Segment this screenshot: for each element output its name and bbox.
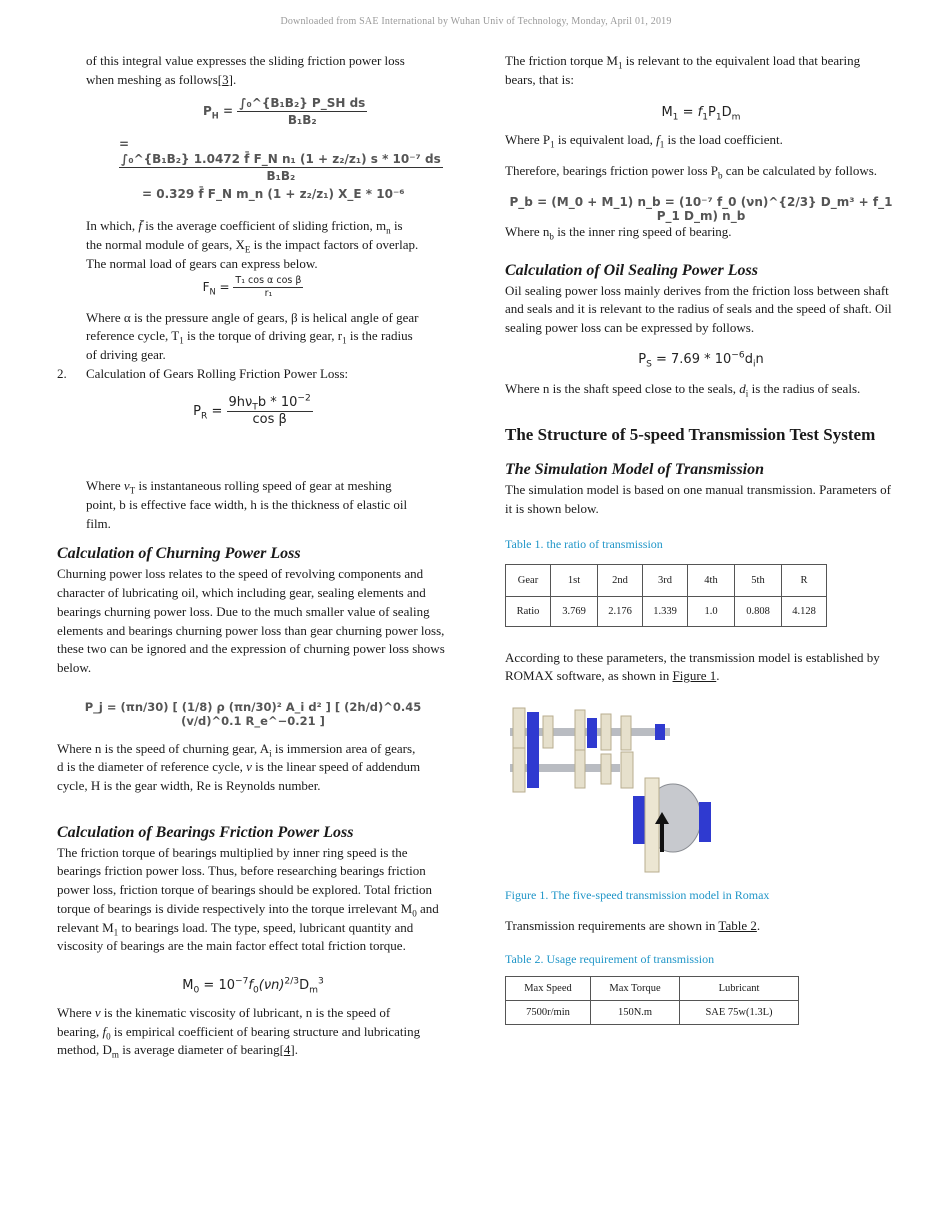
equation-ps: $P_S = 7.69 * 10^{-6}d_in$ — [638, 350, 764, 370]
bearing — [655, 724, 665, 740]
reference-link-4[interactable]: 4 — [283, 1042, 291, 1058]
equation-pr: $P_R$ = $\frac{9h\nu_Tb * 10^{-2}}{\text{cos β}}$ — [193, 394, 311, 428]
arrow-icon — [660, 822, 664, 852]
heading-simulation: The Simulation Model of Transmission — [505, 461, 765, 479]
where-n-paragraph: Where n is the speed of churning gear, $A_i$ is immersion area of gears, d is the diameter of reference cycle, v is the linear speed of addendum cycle, H is the gear width, Re is Reynolds number. — [57, 740, 421, 794]
where-v-paragraph: Where v is the kinematic viscosity of lubricant, n is the speed of bearing, $f_0$ is empirical coefficient of bearing structure and lubricating method, $D_m$ is average diameter of bearing[4]. — [57, 1004, 421, 1060]
table-2 — [505, 976, 799, 1025]
reference-link-3[interactable]: 3 — [222, 71, 229, 87]
where-p1-paragraph: Where $P_1$ is equivalent load, $f_1$ is the load coefficient. — [505, 132, 783, 150]
table-row: Max Speed Max Torque Lubricant — [506, 976, 799, 1000]
churning-paragraph: Churning power loss relates to the speed of revolving components and character of lubricating oil, which including gear, sealing elements and bearings churning power loss. Due to the much smaller value of sealing elements and bearings churning power loss than gear churning power loss, these two can be ignored and the expression of churning power loss shows below. — [57, 566, 445, 675]
in-which-paragraph: In which, f̄ is the average coefficient of sliding friction, $m_n$ is the normal module of gears, $X_E$ is the impact factors of overlap. The normal load of gears can express below. — [86, 218, 419, 271]
gear — [621, 752, 633, 788]
equation-pj: P_j = (πn/30) [ (1/8) ρ (πn/30)² A_i d² ] [ (2h/d)^0.45 (v/d)^0.1 R_e^−0.21 ] — [84, 699, 422, 728]
friction-torque-paragraph: The friction torque $M_1$ is relevant to the equivalent load that bearing bears, that is: — [505, 53, 861, 87]
left-column — [57, 52, 449, 1060]
heading-structure: The Structure of 5-speed Transmission Test System — [505, 425, 876, 445]
heading-bearings: Calculation of Bearings Friction Power Loss — [57, 823, 354, 841]
download-note: Downloaded from SAE International by Wuhan Univ of Technology, Monday, April 01, 2019 — [280, 16, 672, 27]
gear — [601, 754, 611, 784]
figure-1-transmission-model — [505, 696, 715, 876]
figure1-link[interactable]: Figure 1 — [672, 668, 717, 684]
bearings-paragraph: The friction torque of bearings multiplied by inner ring speed is the bearings friction power loss. Thus, before researching bearings friction power loss, friction torque of bearings should be explored. Total friction torque of bearings is divide respectively into the torque irrelevant $M_0$ and relevant $M_1$ to bearings load. The type, speed, lubricant quantity and viscosity of bearings are the main factor effect total friction torque. — [57, 844, 439, 954]
therefore-paragraph: Therefore, bearings friction power loss $P_b$ can be calculated by follows. — [505, 163, 878, 181]
according-paragraph: According to these parameters, the transmission model is established by ROMAX software, as shown in Figure 1. — [505, 649, 880, 684]
synchronizer — [527, 752, 539, 788]
where-alpha-paragraph: Where α is the pressure angle of gears, β is helical angle of gear reference cycle, $T_1$ is the torque of driving gear, $r_1$ is the radius of driving gear. — [86, 309, 419, 362]
gear — [543, 716, 553, 748]
equation-m1: $M_1 = f_1P_1D_m$ — [661, 105, 741, 123]
ring-gear — [645, 778, 659, 872]
table1-caption: Table 1. the ratio of transmission — [505, 536, 663, 551]
gear — [513, 708, 525, 754]
bearing — [633, 796, 645, 844]
synchronizer — [527, 712, 539, 752]
list-item-2: 2. Calculation of Gears Rolling Friction Power Loss: — [57, 365, 349, 381]
gear — [601, 714, 611, 750]
equation-ph: $P_H$ = $\frac{\text{∫₀\textasciicircum{}\{B₁B₂\} P\_SH ds}}{\text{B₁B₂}}$ = $\frac{\text{∫₀\textasciicircum{}\{B₁B₂\} 1.0472 f̄ F\_N n₁ (1 + z₂/z₁) s * 10⁻⁷ ds}}{\text{B₁B₂}}$ = 0.329 f̄ F_N m_n (1 + z₂/z₁) X_E * 10⁻⁶ — [119, 96, 441, 202]
simulation-paragraph: The simulation model is based on one manual transmission. Parameters of it is shown below. — [505, 482, 891, 517]
table2-caption: Table 2. Usage requirement of transmission — [505, 951, 715, 966]
bearing — [699, 802, 711, 842]
table-row: Ratio 3.769 2.176 1.339 1.0 0.808 4.128 — [506, 596, 827, 626]
transmission-model-image — [505, 696, 715, 876]
requirements-paragraph: Transmission requirements are shown in Table 2. — [505, 918, 761, 934]
oil-paragraph: Oil sealing power loss mainly derives from the friction loss between shaft and seals and it is relevant to the radius of seals and the speed of shaft. Oil sealing power loss can be expressed by follows. — [505, 282, 892, 335]
gear — [575, 710, 585, 754]
synchronizer — [587, 718, 597, 748]
right-column — [505, 52, 897, 1025]
equation-pb: P_b = (M_0 + M_1) n_b = (10⁻⁷ f_0 (νn)^{2/3} D_m³ + f_1 P_1 D_m) n_b — [509, 194, 893, 223]
table-row: Gear 1st 2nd 3rd 4th 5th R — [506, 564, 827, 596]
gear — [621, 716, 631, 750]
equation-m0: $M_0 = 10^{-7}f_0(\nu n)^{2/3}D_m^3$ — [182, 976, 324, 996]
heading-oil-sealing: Calculation of Oil Sealing Power Loss — [505, 261, 758, 279]
table-1 — [505, 564, 827, 627]
gear — [513, 748, 525, 792]
where-vt-paragraph: Where $v_T$ is instantaneous rolling speed of gear at meshing point, b is effective face width, h is the thickness of elastic oil film. — [86, 478, 408, 531]
where-shaft-paragraph: Where n is the shaft speed close to the seals, $d_i$ is the radius of seals. — [505, 380, 861, 399]
equation-fn: $F_N$ = $\frac{\text{T₁ cos α cos β}}{\text{r₁}}$ — [202, 274, 302, 299]
heading-churning: Calculation of Churning Power Loss — [57, 545, 301, 563]
table-row: 7500r/min 150N.m SAE 75w(1.3L) — [506, 1000, 799, 1024]
where-nb-paragraph: Where $n_b$ is the inner ring speed of bearing. — [505, 223, 732, 242]
figure1-caption: Figure 1. The five-speed transmission model in Romax — [505, 888, 770, 903]
intro-paragraph: of this integral value expresses the sliding friction power loss when meshing as follows[3]. — [86, 53, 405, 87]
table2-link[interactable]: Table 2 — [718, 918, 757, 934]
gear — [575, 750, 585, 788]
